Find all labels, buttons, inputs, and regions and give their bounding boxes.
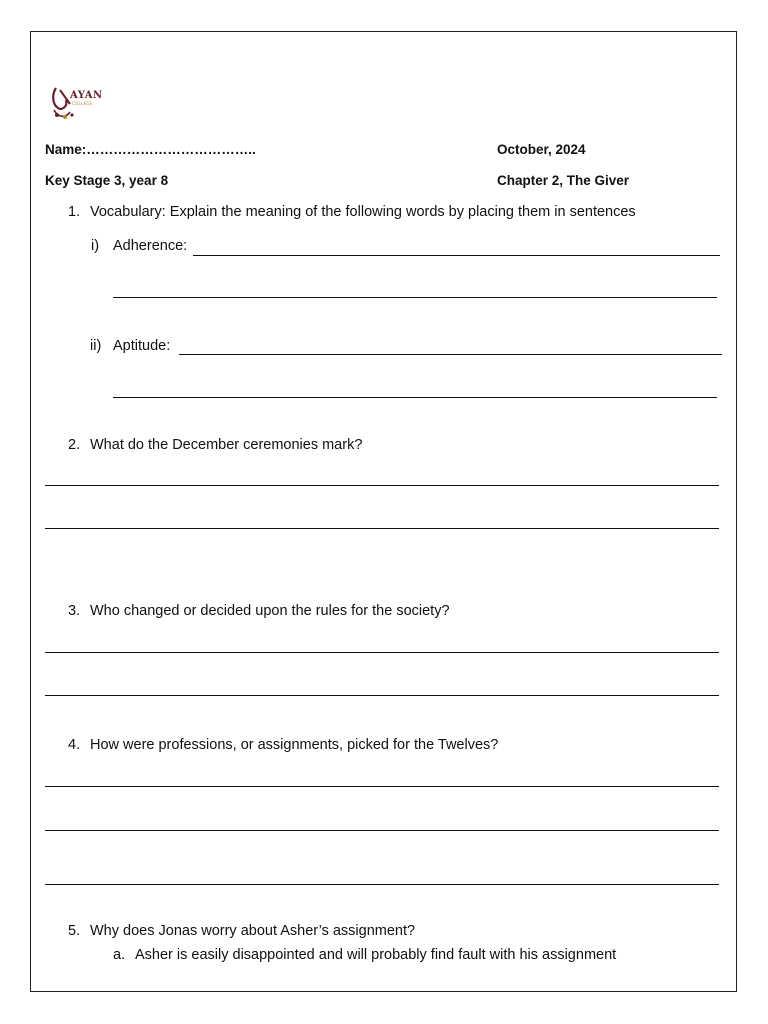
- answer-line[interactable]: [45, 652, 719, 653]
- date-label: October, 2024: [497, 142, 586, 157]
- key-stage-label: Key Stage 3, year 8: [45, 173, 169, 188]
- item-ii-word: Aptitude:: [113, 338, 171, 354]
- question-3-text: Who changed or decided upon the rules for the society?: [90, 603, 450, 619]
- name-field-label: Name:………………………………..: [45, 142, 256, 157]
- answer-line[interactable]: [193, 255, 720, 256]
- answer-line[interactable]: [179, 354, 722, 355]
- answer-line[interactable]: [113, 397, 717, 398]
- answer-line[interactable]: [45, 830, 719, 831]
- question-2-text: What do the December ceremonies mark?: [90, 437, 363, 453]
- option-a-marker: a.: [113, 947, 126, 963]
- answer-line[interactable]: [45, 528, 719, 529]
- question-5-text: Why does Jonas worry about Asher’s assignment?: [90, 923, 416, 939]
- answer-line[interactable]: [45, 884, 719, 885]
- option-a-text: Asher is easily disappointed and will probably find fault with his assignment: [135, 947, 617, 963]
- question-1-number: 1.: [68, 204, 81, 220]
- question-1-text: Vocabulary: Explain the meaning of the following words by placing them in sentences: [90, 204, 636, 220]
- question-4-number: 4.: [68, 737, 81, 753]
- logo-subtext: COLLEGE: [72, 101, 93, 106]
- answer-line[interactable]: [45, 695, 719, 696]
- answer-line[interactable]: [45, 485, 719, 486]
- question-2-number: 2.: [68, 437, 81, 453]
- item-i-marker: i): [91, 238, 100, 254]
- question-5-number: 5.: [68, 923, 81, 939]
- college-logo: [48, 84, 102, 124]
- answer-line[interactable]: [45, 786, 719, 787]
- item-ii-marker: ii): [90, 338, 102, 354]
- item-i-word: Adherence:: [113, 238, 188, 254]
- worksheet-page: [30, 31, 737, 992]
- question-4-text: How were professions, or assignments, picked for the Twelves?: [90, 737, 499, 753]
- chapter-label: Chapter 2, The Giver: [497, 173, 630, 188]
- logo-text: AYAN: [70, 90, 103, 101]
- question-3-number: 3.: [68, 603, 81, 619]
- answer-line[interactable]: [113, 297, 717, 298]
